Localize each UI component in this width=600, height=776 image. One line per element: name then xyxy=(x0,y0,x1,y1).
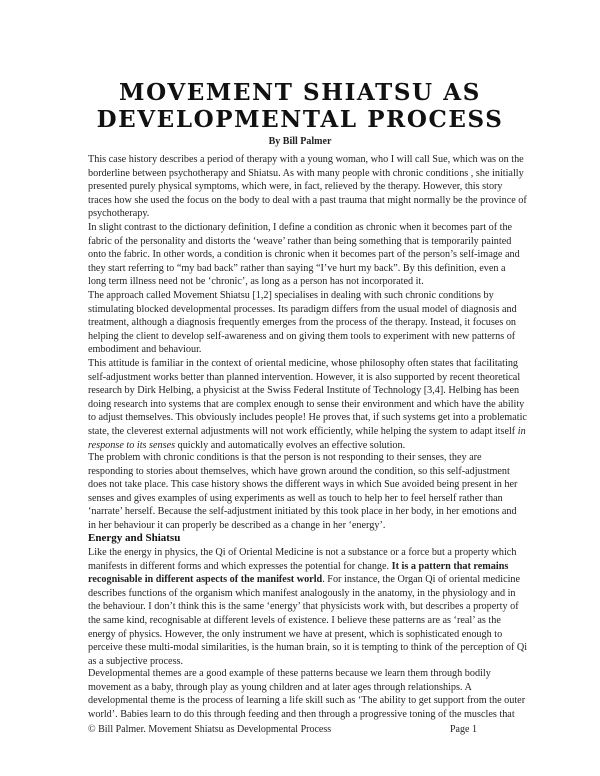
text-line: developmental theme is the process of learning a life skill such as ‘The ability to get support from the outer xyxy=(88,695,526,707)
footer-page-number: Page 1 xyxy=(450,724,477,735)
text-line: This attitude is familiar in the context of oriental medicine, whose philosophy often states that facilitating xyxy=(88,358,519,369)
paragraph-developmental-themes xyxy=(88,667,528,721)
text-line: the same kind, recognisable at different levels of existence. I believe these patterns are as ‘real’ as the xyxy=(88,614,501,626)
paragraph-energy xyxy=(88,546,528,668)
text-line: This case history describes a period of therapy with a young woman, who I will call Sue, which was on the xyxy=(88,154,524,165)
text-line: embodiment and behaviour. xyxy=(88,344,202,356)
text-line: ‘narrate’ herself. Because the self-adjustment initiated by this took place in her body, in her emotions and xyxy=(88,506,517,518)
text-line: traces how she used the focus on the body to deal with a past trauma that might normally be the province of xyxy=(88,194,527,206)
text-segment: . For instance, the Organ Qi of oriental medicine xyxy=(322,574,521,586)
text-line: the behaviour. I don’t think this is the same ‘energy’ that physicists work with, but describes a property of xyxy=(88,601,519,613)
document-title-line-1: MOVEMENT SHIATSU AS xyxy=(119,79,481,106)
text-line: energy of physics. However, the only instrument we have at present, which is sophisticated enough to xyxy=(88,628,503,640)
bold-text: It is a pattern that remains xyxy=(391,560,509,572)
text-line: treatment, although a diagnosis frequently emerges from the process of the therapy. Instead, it focuses on xyxy=(88,317,517,329)
text-line: doing research into systems that are complex enough to sense their environment and which have the ability xyxy=(88,398,525,410)
text-line: research by Dirk Helbing, a physicist at the Swiss Federal Institute of Technology [3,4]. Helbing has been xyxy=(88,385,520,397)
text-line: world’. Babies learn to do this through feeding and then through a progressive toning of the muscles that xyxy=(88,708,515,720)
text-line: borderline between psychotherapy and Shiatsu. As with many people with chronic conditions , she initially xyxy=(88,167,524,179)
text-line: In slight contrast to the dictionary definition, I define a condition as chronic when it becomes part of the xyxy=(88,222,513,233)
text-line: self-adjustment works better than planned intervention. However, it is also supported by recent theoretical xyxy=(88,371,521,383)
text-line: The problem with chronic conditions is that the person is not responding to their senses, they are xyxy=(88,452,482,463)
text-line: fabric of the personality and distorts the ‘weave’ rather than being something that is temporarily painted xyxy=(88,235,512,247)
text-segment: state, the cleverest external adjustments will not work efficiently, while helping the system to adapt itself xyxy=(88,425,516,437)
text-line: Like the energy in physics, the Qi of Oriental Medicine is not a substance or a force but a property which xyxy=(88,547,517,558)
text-line: senses and gives examples of using experiments as well as touch to help her to feel herself rather than xyxy=(88,492,503,504)
text-line: perceive these multi-modal similarities, is the human brain, so it is tempting to think of the perception of Qi xyxy=(88,642,528,654)
italic-text: in xyxy=(517,425,526,437)
text-line: presented purely physical symptoms, which were, in fact, relieved by the therapy. However, this story xyxy=(88,181,503,193)
footer-copyright: © Bill Palmer. Movement Shiatsu as Developmental Process xyxy=(88,724,332,735)
text-line xyxy=(88,425,528,439)
text-line xyxy=(88,560,528,574)
text-line: The approach called Movement Shiatsu [1,2] specialises in dealing with such chronic conditions by xyxy=(88,290,494,301)
text-line: in her behaviour it can properly be described as a change in her ‘energy’. xyxy=(88,519,386,531)
paragraph-oriental-medicine xyxy=(88,357,528,452)
document-title-line-2: DEVELOPMENTAL PROCESS xyxy=(96,106,504,133)
text-line: they start referring to “my bad back” rather than saying “I’ve hurt my back”. By this definition, even a xyxy=(88,262,506,274)
text-line: helping the client to develop self-awareness and on giving them tools to experiment with new patterns of xyxy=(88,330,516,342)
text-segment: manifests in different forms and which expresses the potential for change. xyxy=(88,560,392,572)
text-line: to adjust themselves. This obviously includes people! He proves that, if such systems get into a problematic xyxy=(88,412,527,424)
text-line xyxy=(88,573,528,587)
text-segment: quickly and automatically evolves an effective solution. xyxy=(175,439,406,451)
text-line: movement as a baby, through play as young children and at later ages through relationships. A xyxy=(88,681,472,693)
paragraph-chronic-definition xyxy=(88,221,528,289)
text-line: onto the fabric. In other words, a condition is chronic when it becomes part of the person’s self-image and xyxy=(88,249,520,261)
italic-text: response to its senses xyxy=(88,439,176,451)
text-line: stimulating blocked developmental processes. Its paradigm differs from the usual model of diagnosis and xyxy=(88,303,517,315)
text-line: Developmental themes are a good example of these patterns because we learn them through bodily xyxy=(88,668,491,679)
text-line: describes functions of the organism which manifest analogously in the anatomy, in the physiology and in xyxy=(88,587,516,599)
text-line: responding to stories about themselves, which have grown around the condition, so this self-adjustment xyxy=(88,465,510,477)
text-line: does not take place. This case history shows the different ways in which Sue avoided being present in her xyxy=(88,479,518,491)
bold-text: recognisable in different aspects of the manifest world xyxy=(88,574,323,586)
text-line: as a subjective process. xyxy=(88,655,184,667)
section-heading: Energy and Shiatsu xyxy=(88,532,181,544)
text-line: psychotherapy. xyxy=(88,208,150,220)
author-byline: By Bill Palmer xyxy=(268,136,332,147)
paragraph-problem xyxy=(88,451,528,533)
paragraph-approach xyxy=(88,289,528,357)
text-line: long term illness need not be ‘chronic’, as long as a person has not incorporated it. xyxy=(88,276,424,288)
paragraph-intro xyxy=(88,153,528,221)
